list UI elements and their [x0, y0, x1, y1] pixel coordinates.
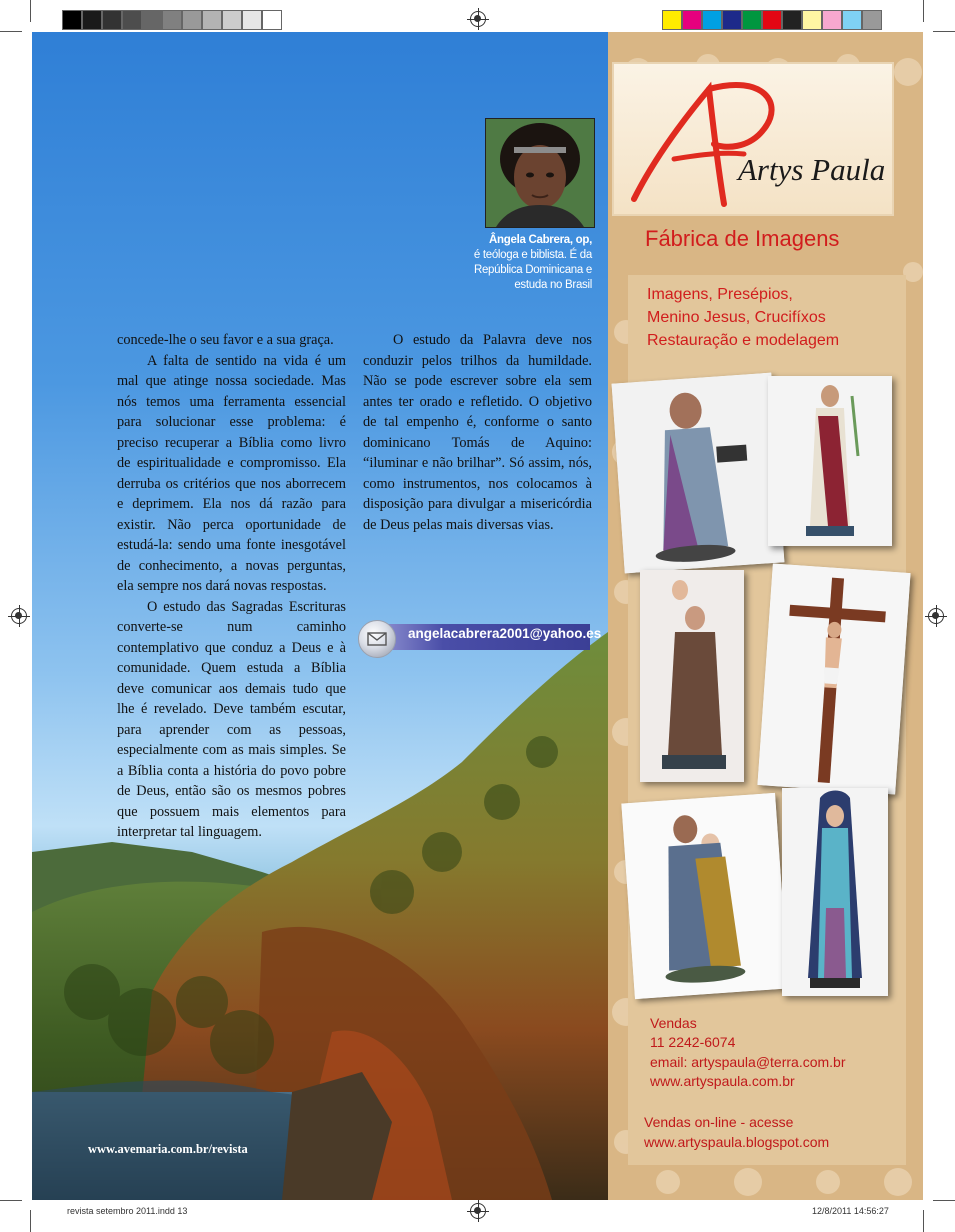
online-sales-label: Vendas on-line - acesse — [644, 1114, 794, 1130]
author-bio-line: estuda no Brasil — [514, 279, 592, 291]
registration-mark-top — [470, 11, 486, 27]
article-column-1 — [117, 330, 346, 843]
author-caption — [440, 233, 592, 293]
crucifix-photo — [757, 563, 910, 794]
saint-anthony-statue-photo — [640, 570, 744, 782]
color-bar — [662, 10, 882, 30]
paragraph: O estudo das Sagradas Escrituras converte-se num caminho contemplativo que conduz a Deus e à comunidade. Quem estuda a Bíblia deve comunicar aos demais tudo que lhe é revelado. Deve também escutar, para aprender com as pessoas, especialmente com as mais simples. Se a Bíblia conta a história do povo pobre de Deus, então são os mesmos pobres que possuem mais elementos para interpretar tal linguagem. — [117, 598, 346, 840]
product-line: Restauração e modelagem — [647, 332, 840, 349]
print-slug-file: revista setembro 2011.indd 13 — [67, 1206, 188, 1216]
product-line: Imagens, Presépios, — [647, 286, 793, 303]
grayscale-bar — [62, 10, 282, 30]
author-bio-line: é teóloga e biblista. É da — [473, 249, 592, 261]
ap-monogram-icon — [614, 64, 892, 214]
crop-mark — [923, 1210, 924, 1232]
crop-mark — [933, 1200, 955, 1201]
brand-logo-box — [612, 62, 894, 216]
crop-mark — [30, 0, 31, 22]
blog-link[interactable]: www.artyspaula.blogspot.com — [644, 1134, 830, 1150]
product-line: Menino Jesus, Crucifíxos — [647, 309, 826, 326]
envelope-icon — [358, 620, 396, 658]
saint-joseph-statue-photo — [612, 373, 785, 574]
paragraph: A falta de sentido na vida é um mal que atinge nossa sociedade. Mas nós temos uma ferramenta essencial para solucionar esse problema: é preciso recuperar a Bíblia como livro de espiritualidade e compromisso. Ela derruba os critérios que nos aborrecem e deprimem. Ela nos dá razão para existir. Não perca oportunidade de estudá-la: sendo uma fonte inesgotável de conhecimento, a novas perguntas, ela sempre nos dará novas respostas. — [117, 352, 346, 594]
author-photo — [485, 118, 595, 228]
contact-website-link[interactable]: www.artyspaula.com.br — [650, 1073, 795, 1089]
crop-mark — [0, 1200, 22, 1201]
paragraph: concede-lhe o seu favor e a sua graça. — [117, 332, 334, 348]
saint-joseph-child-statue-photo — [621, 793, 788, 999]
paragraph: O estudo da Palavra deve nos conduzir pelos trilhos da humildade. Não se pode escrever sobre ela sem antes ter orado e refletido. O objetivo de tal empenho é, conforme o santo dominicano Tomás de Aquino: “iluminar e não brilhar”. Só assim, nós, como instrumentos, nos colocamos à disposição para divulgar a misericórdia de Deus pelas mais diversas vias. — [363, 332, 592, 533]
print-slug-date: 12/8/2011 14:56:27 — [812, 1206, 889, 1216]
crop-mark — [0, 31, 22, 32]
crop-mark — [933, 31, 955, 32]
contact-line: Vendas — [650, 1015, 697, 1031]
crop-mark — [30, 1210, 31, 1232]
registration-mark-bottom — [470, 1203, 486, 1219]
saint-statue-photo — [768, 376, 892, 546]
author-bio-line: República Dominicana e — [473, 264, 592, 276]
our-lady-sorrows-statue-photo — [782, 788, 888, 996]
contact-email-link[interactable]: email: artyspaula@terra.com.br — [650, 1054, 846, 1070]
crop-mark — [923, 0, 924, 22]
brand-name: Artys Paula — [738, 152, 886, 187]
author-email-link[interactable]: angelacabrera2001@yahoo.es — [408, 626, 602, 641]
registration-mark-left — [11, 608, 27, 624]
ad-heading: Fábrica de Imagens — [645, 226, 840, 251]
author-name: Ângela Cabrera, op, — [489, 234, 592, 246]
magazine-site-link[interactable]: www.avemaria.com.br/revista — [88, 1142, 248, 1156]
registration-mark-right — [928, 608, 944, 624]
contact-phone: 11 2242-6074 — [650, 1034, 736, 1050]
article-column-2 — [363, 330, 592, 535]
